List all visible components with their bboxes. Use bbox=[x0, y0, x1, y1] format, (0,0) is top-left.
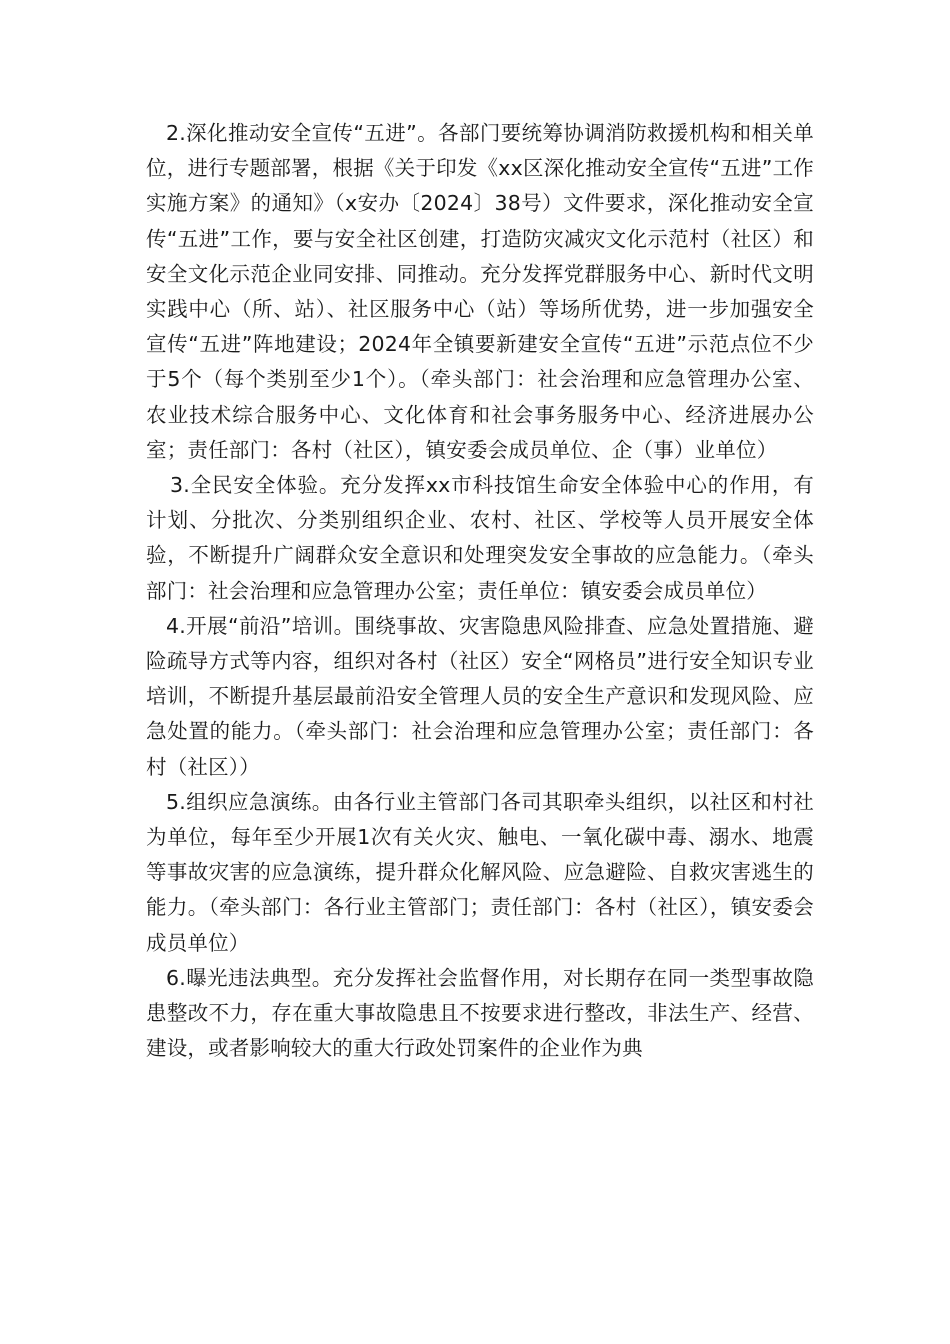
paragraph-item-5: 5.组织应急演练。由各行业主管部门各司其职牵头组织，以社区和村社为单位，每年至少开展1次有关火灾、触电、一氧化碳中毒、溺水、地震等事故灾害的应急演练，提升群众化解风险、应急避险、自救灾害逃生的能力。（牵头部门：各行业主管部门；责任部门：各村（社区），镇安委会成员单位） bbox=[146, 789, 814, 955]
paragraph-item-6: 6.曝光违法典型。充分发挥社会监督作用，对长期存在同一类型事故隐患整改不力，存在重大事故隐患且不按要求进行整改，非法生产、经营、建设，或者影响较大的重大行政处罚案件的企业作为典 bbox=[146, 965, 814, 1061]
paragraph-item-4: 4.开展“前沿”培训。围绕事故、灾害隐患风险排查、应急处置措施、避险疏导方式等内容，组织对各村（社区）安全“网格员”进行安全知识专业培训，不断提升基层最前沿安全管理人员的安全生产意识和发现风险、应急处置的能力。（牵头部门：社会治理和应急管理办公室；责任部门：各村（社区）） bbox=[146, 613, 814, 779]
paragraph-item-3: 3.全民安全体验。充分发挥xx市科技馆生命安全体验中心的作用，有计划、分批次、分类别组织企业、农村、社区、学校等人员开展安全体验，不断提升广阔群众安全意识和处理突发安全事故的应急能力。（牵头部门：社会治理和应急管理办公室；责任单位：镇安委会成员单位） bbox=[146, 473, 814, 603]
document-body bbox=[146, 116, 814, 1066]
paragraph-item-2: 2.深化推动安全宣传“五进”。各部门要统筹协调消防救援机构和相关单位，进行专题部署，根据《关于印发《xx区深化推动安全宣传“五进”工作实施方案》的通知》（x安办〔2024〕38号）文件要求，深化推动安全宣传“五进”工作，要与安全社区创建，打造防灾减灾文化示范村（社区）和安全文化示范企业同安排、同推动。充分发挥党群服务中心、新时代文明实践中心（所、站）、社区服务中心（站）等场所优势，进一步加强安全宣传“五进”阵地建设；2024年全镇要新建安全宣传“五进”示范点位不少于5个（每个类别至少1个）。（牵头部门：社会治理和应急管理办公室、农业技术综合服务中心、文化体育和社会事务服务中心、经济进展办公室；责任部门：各村（社区），镇安委会成员单位、企（事）业单位） bbox=[146, 121, 814, 462]
